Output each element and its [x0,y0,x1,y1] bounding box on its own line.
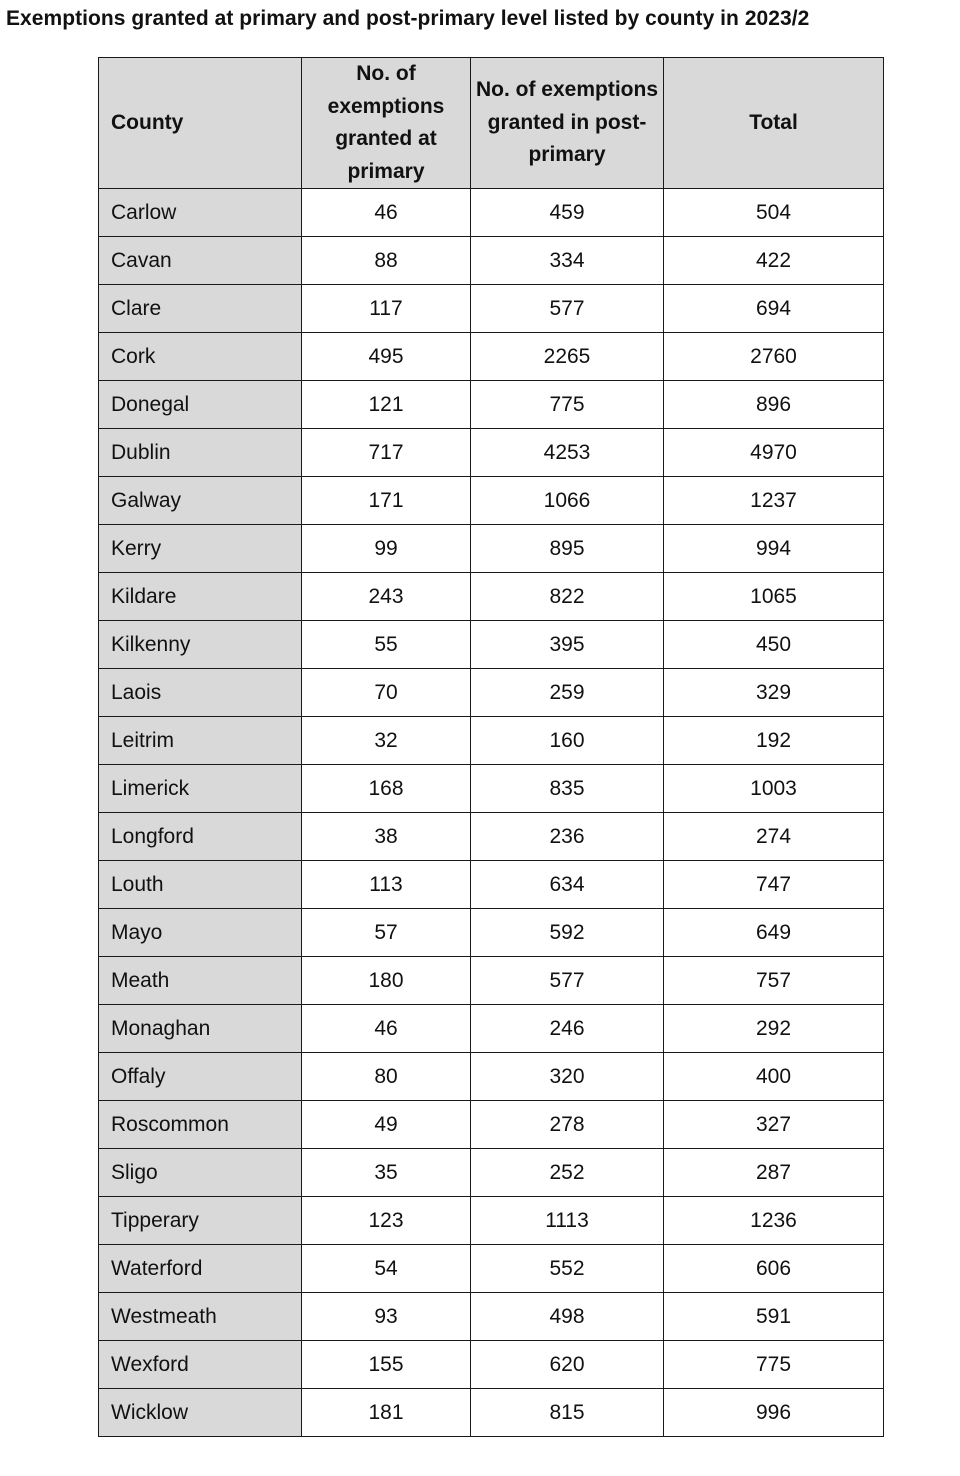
county-cell: Clare [99,285,302,333]
total-cell: 422 [664,237,884,285]
post-primary-cell: 1113 [471,1197,664,1245]
table-row [99,1149,884,1197]
table-body [99,189,884,1437]
header-primary: No. of exemptions granted at primary [302,58,471,189]
county-cell: Kerry [99,525,302,573]
primary-cell: 93 [302,1293,471,1341]
county-cell: Donegal [99,381,302,429]
total-cell: 504 [664,189,884,237]
table-row [99,477,884,525]
primary-cell: 35 [302,1149,471,1197]
total-cell: 694 [664,285,884,333]
total-cell: 400 [664,1053,884,1101]
county-cell: Meath [99,957,302,1005]
county-cell: Offaly [99,1053,302,1101]
table-row [99,909,884,957]
post-primary-cell: 320 [471,1053,664,1101]
total-cell: 591 [664,1293,884,1341]
table-row [99,285,884,333]
primary-cell: 495 [302,333,471,381]
table-row [99,1053,884,1101]
county-cell: Carlow [99,189,302,237]
primary-cell: 113 [302,861,471,909]
total-cell: 1065 [664,573,884,621]
county-cell: Longford [99,813,302,861]
county-cell: Dublin [99,429,302,477]
total-cell: 896 [664,381,884,429]
table-row [99,1389,884,1437]
county-cell: Sligo [99,1149,302,1197]
primary-cell: 54 [302,1245,471,1293]
primary-cell: 117 [302,285,471,333]
post-primary-cell: 459 [471,189,664,237]
post-primary-cell: 278 [471,1101,664,1149]
post-primary-cell: 236 [471,813,664,861]
primary-cell: 168 [302,765,471,813]
total-cell: 287 [664,1149,884,1197]
total-cell: 2760 [664,333,884,381]
total-cell: 775 [664,1341,884,1389]
total-cell: 994 [664,525,884,573]
table-row [99,957,884,1005]
table-row [99,381,884,429]
post-primary-cell: 252 [471,1149,664,1197]
county-cell: Leitrim [99,717,302,765]
post-primary-cell: 895 [471,525,664,573]
table-row [99,621,884,669]
primary-cell: 57 [302,909,471,957]
post-primary-cell: 2265 [471,333,664,381]
post-primary-cell: 334 [471,237,664,285]
post-primary-cell: 775 [471,381,664,429]
total-cell: 606 [664,1245,884,1293]
post-primary-cell: 577 [471,957,664,1005]
table-row [99,717,884,765]
table-row [99,1197,884,1245]
total-cell: 1236 [664,1197,884,1245]
post-primary-cell: 822 [471,573,664,621]
primary-cell: 38 [302,813,471,861]
primary-cell: 70 [302,669,471,717]
county-cell: Waterford [99,1245,302,1293]
post-primary-cell: 835 [471,765,664,813]
total-cell: 996 [664,1389,884,1437]
county-cell: Mayo [99,909,302,957]
total-cell: 327 [664,1101,884,1149]
table-row [99,1005,884,1053]
primary-cell: 243 [302,573,471,621]
county-cell: Louth [99,861,302,909]
header-county: County [99,58,302,189]
total-cell: 274 [664,813,884,861]
county-cell: Kildare [99,573,302,621]
primary-cell: 171 [302,477,471,525]
post-primary-cell: 620 [471,1341,664,1389]
table-row [99,189,884,237]
page-title: Exemptions granted at primary and post-primary level listed by county in 2023/2 [6,7,810,30]
total-cell: 4970 [664,429,884,477]
table-row [99,765,884,813]
post-primary-cell: 395 [471,621,664,669]
county-cell: Galway [99,477,302,525]
total-cell: 329 [664,669,884,717]
post-primary-cell: 259 [471,669,664,717]
county-cell: Wicklow [99,1389,302,1437]
primary-cell: 49 [302,1101,471,1149]
post-primary-cell: 634 [471,861,664,909]
table-row [99,1101,884,1149]
primary-cell: 46 [302,1005,471,1053]
primary-cell: 155 [302,1341,471,1389]
total-cell: 757 [664,957,884,1005]
county-cell: Cavan [99,237,302,285]
table-row [99,573,884,621]
county-cell: Kilkenny [99,621,302,669]
post-primary-cell: 1066 [471,477,664,525]
total-cell: 450 [664,621,884,669]
header-total: Total [664,58,884,189]
primary-cell: 121 [302,381,471,429]
county-cell: Laois [99,669,302,717]
county-cell: Westmeath [99,1293,302,1341]
post-primary-cell: 577 [471,285,664,333]
table-row [99,525,884,573]
primary-cell: 123 [302,1197,471,1245]
table-row [99,333,884,381]
primary-cell: 99 [302,525,471,573]
primary-cell: 180 [302,957,471,1005]
table-row [99,861,884,909]
county-cell: Monaghan [99,1005,302,1053]
table-row [99,237,884,285]
total-cell: 192 [664,717,884,765]
county-cell: Limerick [99,765,302,813]
post-primary-cell: 160 [471,717,664,765]
table-row [99,813,884,861]
table-header-row [99,58,884,189]
primary-cell: 181 [302,1389,471,1437]
county-cell: Tipperary [99,1197,302,1245]
post-primary-cell: 592 [471,909,664,957]
table-row [99,669,884,717]
header-post-primary: No. of exemptions granted in post-primary [471,58,664,189]
post-primary-cell: 815 [471,1389,664,1437]
total-cell: 747 [664,861,884,909]
exemptions-table [98,57,884,1437]
total-cell: 1237 [664,477,884,525]
table-row [99,429,884,477]
county-cell: Roscommon [99,1101,302,1149]
table-row [99,1293,884,1341]
total-cell: 292 [664,1005,884,1053]
post-primary-cell: 498 [471,1293,664,1341]
primary-cell: 55 [302,621,471,669]
county-cell: Cork [99,333,302,381]
post-primary-cell: 4253 [471,429,664,477]
primary-cell: 46 [302,189,471,237]
total-cell: 649 [664,909,884,957]
total-cell: 1003 [664,765,884,813]
post-primary-cell: 246 [471,1005,664,1053]
primary-cell: 32 [302,717,471,765]
primary-cell: 717 [302,429,471,477]
table-row [99,1341,884,1389]
primary-cell: 80 [302,1053,471,1101]
post-primary-cell: 552 [471,1245,664,1293]
table-row [99,1245,884,1293]
primary-cell: 88 [302,237,471,285]
county-cell: Wexford [99,1341,302,1389]
